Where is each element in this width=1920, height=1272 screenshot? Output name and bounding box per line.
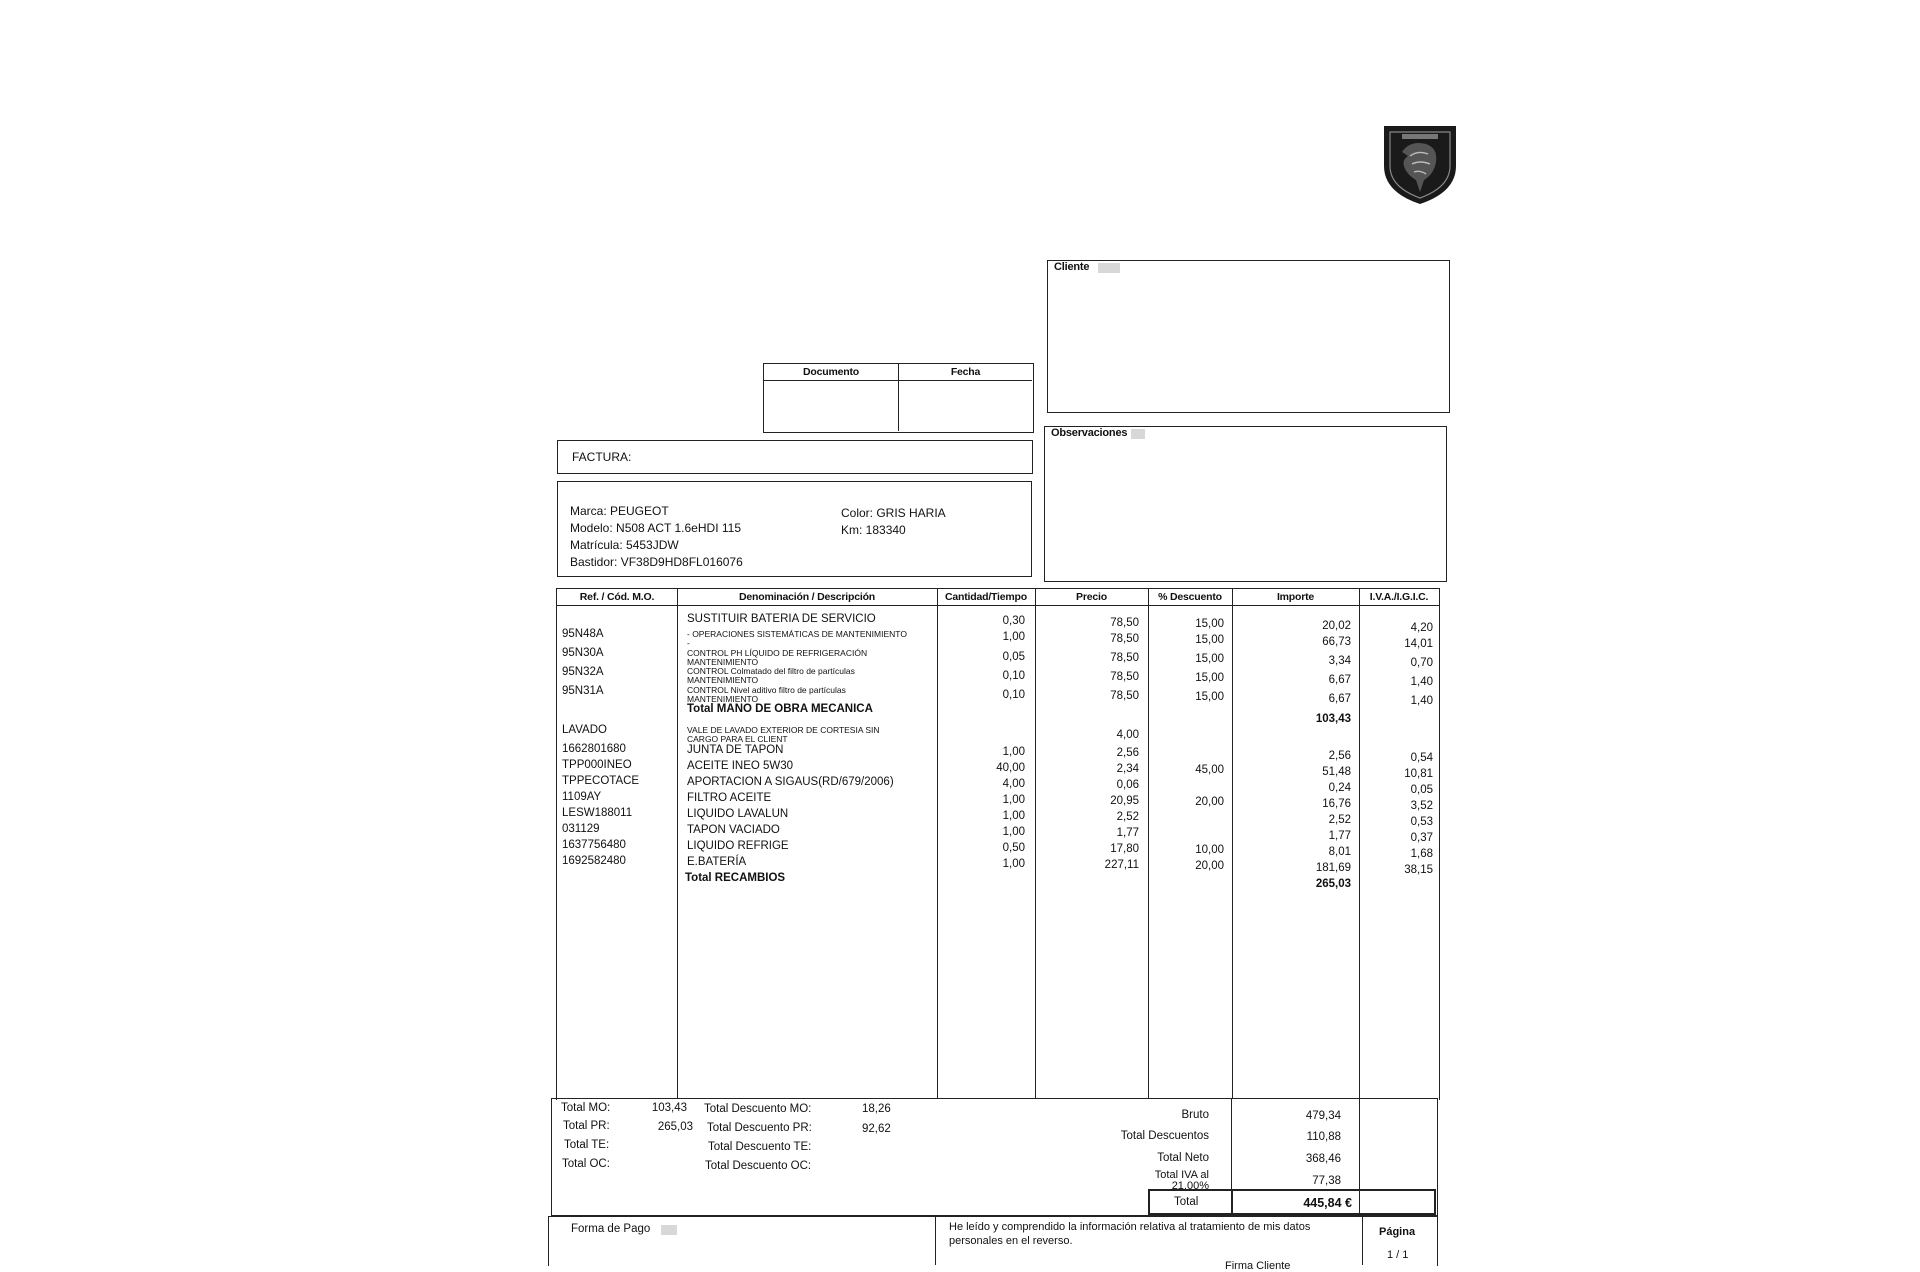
row-ref: LAVADO — [562, 724, 607, 736]
row-ref: 1637756480 — [562, 839, 626, 851]
row-ref: 95N30A — [562, 647, 604, 659]
total-pr-value: 265,03 — [657, 1121, 693, 1133]
documento-label: Documento — [764, 364, 898, 381]
row-qty: 1,00 — [1002, 858, 1025, 870]
row-qty: 0,50 — [1002, 842, 1025, 854]
peugeot-logo — [1380, 122, 1460, 208]
row-price: 2,52 — [1116, 811, 1139, 823]
total-iva-label: Total IVA al — [1154, 1169, 1209, 1181]
summary-section — [551, 1098, 1438, 1216]
row-importe: 16,76 — [1322, 798, 1351, 810]
row-ref: LESW188011 — [562, 807, 633, 819]
row-desc-2: MANTENIMIENTO — [687, 657, 759, 667]
row-disc: 10,00 — [1195, 844, 1224, 856]
row-price: 4,00 — [1116, 729, 1139, 741]
row-iva: 1,40 — [1410, 695, 1433, 707]
row-price: 1,77 — [1116, 827, 1139, 839]
row-ref: TPP000INEO — [562, 759, 632, 771]
col-divider — [1232, 1191, 1233, 1213]
row-ref: 95N31A — [562, 685, 604, 697]
row-disc: 45,00 — [1195, 764, 1224, 776]
matricula-text: Matrícula: 5453JDW — [570, 538, 679, 552]
row-price: 78,50 — [1110, 671, 1139, 683]
row-importe: 8,01 — [1328, 846, 1351, 858]
row-importe: 2,52 — [1328, 814, 1351, 826]
divider — [898, 364, 899, 431]
row-qty: 0,10 — [1002, 689, 1025, 701]
total-mo-value: 103,43 — [651, 1102, 687, 1114]
col-header-ref: Ref. / Cód. M.O. — [557, 589, 677, 606]
row-importe: 51,48 — [1322, 766, 1351, 778]
row-iva: 3,52 — [1410, 800, 1433, 812]
pagina-value: 1 / 1 — [1387, 1249, 1409, 1261]
marca-text: Marca: PEUGEOT — [570, 504, 669, 518]
row-desc: JUNTA DE TAPON — [687, 744, 784, 756]
row-importe: 3,34 — [1328, 655, 1351, 667]
row-ref: 1109AY — [562, 791, 602, 803]
row-desc: VALE DE LAVADO EXTERIOR DE CORTESIA SIN — [687, 725, 880, 735]
parts-total-label: Total RECAMBIOS — [685, 872, 786, 884]
row-ref: 031129 — [562, 823, 600, 835]
col-header-disc: % Descuento — [1148, 589, 1232, 606]
col-header-iva: I.V.A./I.G.I.C. — [1359, 589, 1439, 606]
km-text: Km: 183340 — [841, 523, 906, 537]
total-neto-value: 368,46 — [1305, 1153, 1341, 1165]
total-te-label: Total TE: — [564, 1139, 610, 1151]
col-header-price: Precio — [1035, 589, 1148, 606]
col-header-desc: Denominación / Descripción — [677, 589, 937, 606]
col-divider — [937, 589, 938, 1099]
row-disc: 15,00 — [1195, 672, 1224, 684]
row-desc: E.BATERÍA — [687, 856, 747, 868]
row-price: 2,56 — [1116, 747, 1139, 759]
row-disc: 20,00 — [1195, 796, 1224, 808]
row-iva: 0,53 — [1410, 816, 1433, 828]
factura-box — [557, 440, 1033, 474]
row-importe: 181,69 — [1315, 862, 1351, 874]
row-qty: 40,00 — [996, 762, 1025, 774]
forma-pago-label: Forma de Pago — [571, 1223, 651, 1235]
row-iva: 0,37 — [1410, 832, 1433, 844]
row-disc: 15,00 — [1195, 691, 1224, 703]
bruto-label: Bruto — [1181, 1109, 1209, 1121]
total-descuentos-label: Total Descuentos — [1120, 1130, 1209, 1142]
row-desc-2: CARGO PARA EL CLIENT — [687, 734, 788, 744]
row-ref: 95N48A — [562, 628, 604, 640]
row-qty: 0,10 — [1002, 670, 1025, 682]
row-desc: FILTRO ACEITE — [687, 792, 772, 804]
row-disc: 15,00 — [1195, 618, 1224, 630]
row-price: 78,50 — [1110, 690, 1139, 702]
desc-te-label: Total Descuento TE: — [708, 1141, 812, 1153]
col-divider — [935, 1217, 936, 1265]
row-importe: 2,56 — [1328, 750, 1351, 762]
row-qty: 1,00 — [1002, 746, 1025, 758]
total-descuentos-value: 110,88 — [1306, 1131, 1341, 1143]
row-importe: 66,73 — [1322, 636, 1351, 648]
row-desc: SUSTITUIR BATERIA DE SERVICIO — [687, 613, 876, 625]
total-oc-label: Total OC: — [562, 1158, 610, 1170]
row-desc: CONTROL PH LÍQUIDO DE REFRIGERACIÓN — [687, 648, 868, 658]
row-iva: 10,81 — [1404, 768, 1433, 780]
row-desc-2: - — [687, 638, 690, 648]
grand-total-label: Total — [1174, 1196, 1199, 1208]
row-qty: 1,00 — [1002, 810, 1025, 822]
parts-total-value: 265,03 — [1315, 878, 1351, 890]
row-price: 17,80 — [1110, 843, 1139, 855]
row-desc: APORTACION A SIGAUS(RD/679/2006) — [687, 776, 894, 788]
observaciones-label: Observaciones — [1051, 427, 1128, 439]
desc-pr-value: 92,62 — [862, 1123, 891, 1135]
col-divider — [1359, 589, 1360, 1099]
observaciones-box — [1044, 426, 1447, 582]
col-divider — [1232, 589, 1233, 1099]
redaction-mark — [1098, 263, 1120, 273]
row-iva: 14,01 — [1404, 638, 1433, 650]
row-price: 0,06 — [1116, 779, 1139, 791]
row-qty: 0,30 — [1002, 615, 1025, 627]
row-iva: 0,70 — [1410, 657, 1433, 669]
row-desc: - OPERACIONES SISTEMÁTICAS DE MANTENIMIENTO — [687, 629, 907, 639]
row-desc-2: MANTENIMIENTO — [687, 694, 759, 704]
bruto-value: 479,34 — [1305, 1110, 1341, 1122]
modelo-text: Modelo: N508 ACT 1.6eHDI 115 — [570, 521, 741, 535]
total-pr-label: Total PR: — [563, 1120, 610, 1132]
color-text: Color: GRIS HARIA — [841, 506, 946, 520]
col-header-qty: Cantidad/Tiempo — [937, 589, 1035, 606]
grand-total-value: 445,84 € — [1303, 1196, 1352, 1210]
row-price: 20,95 — [1110, 795, 1139, 807]
redaction-mark — [1131, 429, 1145, 439]
row-iva: 4,20 — [1410, 622, 1433, 634]
row-desc: LIQUIDO REFRIGE — [687, 840, 789, 852]
total-iva-value: 77,38 — [1312, 1175, 1341, 1187]
grand-total-box — [1148, 1189, 1436, 1215]
documento-fecha-box — [763, 363, 1034, 433]
row-ref: 95N32A — [562, 666, 604, 678]
row-ref: 1662801680 — [562, 743, 626, 755]
row-ref: TPPECOTACE — [562, 775, 640, 787]
privacy-text-2: personales en el reverso. — [949, 1235, 1073, 1247]
labor-total-value: 103,43 — [1315, 713, 1351, 725]
desc-mo-label: Total Descuento MO: — [704, 1103, 812, 1115]
row-price: 227,11 — [1104, 859, 1139, 871]
fecha-label: Fecha — [898, 364, 1032, 381]
privacy-text-1: He leído y comprendido la información relativa al tratamiento de mis datos — [949, 1221, 1311, 1233]
row-desc-2: MANTENIMIENTO — [687, 675, 759, 685]
total-iva-pct: 21,00% — [1171, 1180, 1209, 1192]
row-qty: 1,00 — [1002, 826, 1025, 838]
row-desc: ACEITE INEO 5W30 — [687, 760, 794, 772]
vehicle-box — [557, 481, 1032, 577]
row-iva: 0,05 — [1410, 784, 1433, 796]
row-importe: 1,77 — [1328, 830, 1351, 842]
row-iva: 38,15 — [1404, 864, 1433, 876]
row-qty: 1,00 — [1002, 794, 1025, 806]
col-divider — [1148, 589, 1149, 1099]
row-ref: 1692582480 — [562, 855, 626, 867]
total-mo-label: Total MO: — [561, 1102, 611, 1114]
footer-section — [548, 1216, 1438, 1272]
row-disc: 20,00 — [1195, 860, 1224, 872]
row-importe: 0,24 — [1328, 782, 1351, 794]
col-divider — [677, 589, 678, 1099]
col-divider — [1362, 1217, 1363, 1265]
total-neto-label: Total Neto — [1157, 1152, 1209, 1164]
row-qty: 4,00 — [1002, 778, 1025, 790]
row-disc: 15,00 — [1195, 634, 1224, 646]
row-disc: 15,00 — [1195, 653, 1224, 665]
factura-label: FACTURA: — [572, 450, 632, 464]
redaction-mark — [661, 1225, 677, 1235]
pagina-label: Página — [1379, 1226, 1416, 1238]
row-importe: 6,67 — [1328, 674, 1351, 686]
desc-oc-label: Total Descuento OC: — [705, 1160, 812, 1172]
row-desc: CONTROL Nivel aditivo filtro de partículas — [687, 685, 846, 695]
col-header-importe: Importe — [1232, 589, 1359, 606]
row-price: 2,34 — [1116, 763, 1139, 775]
desc-mo-value: 18,26 — [862, 1103, 891, 1115]
bastidor-text: Bastidor: VF38D9HD8FL016076 — [570, 555, 743, 569]
cliente-box — [1047, 260, 1450, 413]
row-price: 78,50 — [1110, 633, 1139, 645]
row-iva: 1,68 — [1410, 848, 1433, 860]
row-importe: 6,67 — [1328, 693, 1351, 705]
desc-pr-label: Total Descuento PR: — [707, 1122, 812, 1134]
row-desc: TAPON VACIADO — [687, 824, 780, 836]
cliente-label: Cliente — [1054, 261, 1090, 273]
row-importe: 20,02 — [1322, 620, 1351, 632]
labor-total-label: Total MANO DE OBRA MECANICA — [687, 703, 873, 715]
col-divider — [1035, 589, 1036, 1099]
row-desc: LIQUIDO LAVALUN — [687, 808, 789, 820]
row-price: 78,50 — [1110, 617, 1139, 629]
row-desc: CONTROL Colmatado del filtro de partículas — [687, 666, 855, 676]
row-iva: 0,54 — [1410, 752, 1433, 764]
firma-label: Firma Cliente — [1225, 1260, 1291, 1272]
line-items-table — [556, 588, 1440, 1100]
row-qty: 1,00 — [1002, 631, 1025, 643]
row-iva: 1,40 — [1410, 676, 1433, 688]
row-qty: 0,05 — [1002, 651, 1025, 663]
row-price: 78,50 — [1110, 652, 1139, 664]
